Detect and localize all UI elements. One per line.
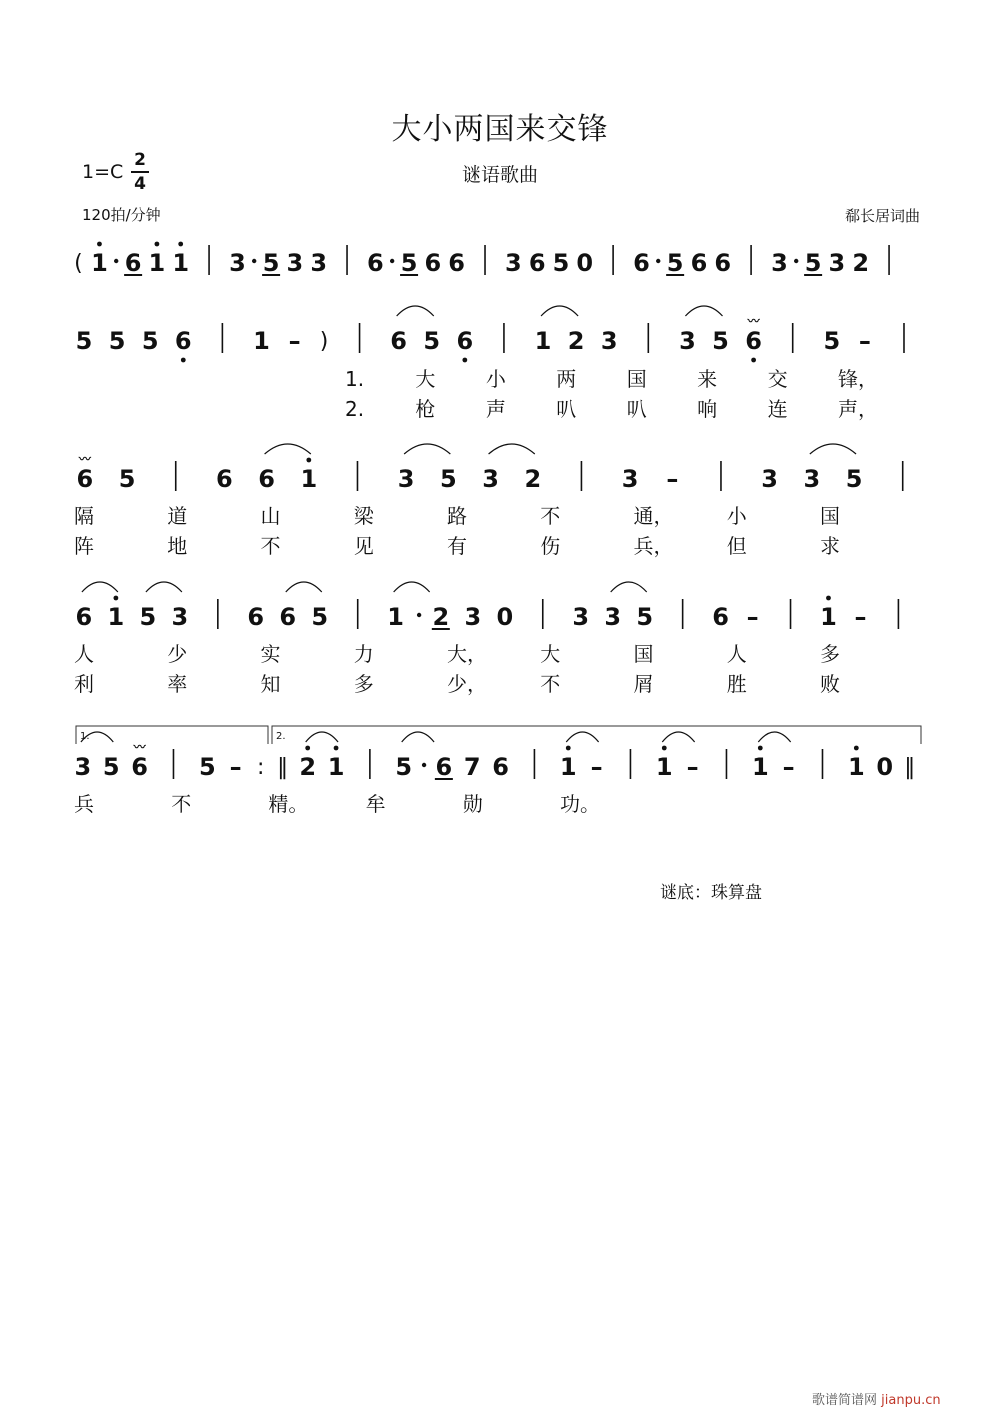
lyric-char: 小 — [726, 504, 747, 528]
slur-arc — [146, 582, 182, 592]
note-6: 6 — [279, 603, 297, 631]
note-–: – — [229, 753, 242, 781]
note-6: 6 — [456, 327, 474, 355]
note-2: 2 — [299, 753, 317, 781]
lyric-char: 勋 — [462, 792, 483, 816]
lyric-char: 枪 — [415, 397, 436, 421]
ornament-mark: 〰 — [78, 452, 91, 466]
note-1: 1 — [820, 603, 837, 631]
note-3: 3 — [171, 603, 189, 631]
octave-high-dot — [566, 746, 571, 751]
lyric-char: 来 — [697, 367, 718, 391]
note-0: 0 — [576, 249, 594, 277]
note-3: 3 — [604, 603, 622, 631]
lyric-char: 功。 — [560, 792, 600, 816]
score-symbol: ‖ — [904, 755, 916, 780]
lyric-char: 连 — [767, 397, 788, 421]
score-symbol: ( — [74, 251, 83, 276]
slur-arc — [265, 444, 311, 454]
note-5: 5 — [423, 327, 441, 355]
slur-arc — [402, 732, 434, 742]
note-3: 3 — [74, 753, 92, 781]
note-–: – — [782, 753, 795, 781]
note-6: 6 — [492, 753, 509, 781]
octave-high-dot — [758, 746, 763, 751]
lyric-char: 交 — [767, 367, 788, 391]
octave-high-dot — [334, 746, 339, 751]
lyric-char: 声， — [838, 397, 878, 421]
riddle-answer: 谜底：珠算盘 — [660, 883, 762, 903]
note-6: 6 — [247, 603, 265, 631]
lyric-char: 屑 — [633, 672, 654, 696]
note-5: 5 — [400, 249, 418, 277]
note-5: 5 — [139, 603, 157, 631]
slur-arc — [404, 444, 450, 454]
augmentation-dot — [252, 259, 256, 263]
note-1: 1 — [107, 603, 125, 631]
volta-label-2: 2. — [276, 731, 286, 742]
note-3: 3 — [464, 603, 482, 631]
note-1: 1 — [300, 465, 318, 493]
note-–: – — [666, 465, 679, 493]
slur-arc — [306, 732, 338, 742]
octave-high-dot — [178, 242, 183, 247]
note-3: 3 — [397, 465, 415, 493]
octave-low-dot — [181, 358, 186, 363]
octave-high-dot — [662, 746, 667, 751]
lyric-char: 国 — [633, 642, 654, 666]
lyric-char: 多 — [353, 672, 374, 696]
lyric-char: 大 — [540, 642, 561, 666]
note-6: 6 — [448, 249, 466, 277]
note-3: 3 — [621, 465, 639, 493]
note-5: 5 — [439, 465, 457, 493]
note-2: 2 — [432, 603, 450, 631]
key-signature: 1=C — [82, 161, 124, 183]
note-5: 5 — [395, 753, 413, 781]
lyric-char: 力 — [353, 642, 374, 666]
watermark-site-name: 歌谱简谱网 — [812, 1393, 878, 1408]
lyric-char: 少， — [447, 672, 487, 696]
lyric-char: 阵 — [74, 534, 94, 558]
slur-arc — [685, 306, 722, 316]
tempo-marking: 120拍/分钟 — [82, 206, 161, 224]
lyric-char: 隔 — [74, 504, 94, 528]
lyric-char: 梁 — [353, 504, 374, 528]
lyric-char: 伤 — [540, 534, 561, 558]
lyric-char: 知 — [260, 672, 281, 696]
note-6: 6 — [528, 249, 546, 277]
lyric-char: 2. — [345, 397, 365, 421]
lyric-char: 胜 — [726, 672, 747, 696]
note-–: – — [854, 603, 867, 631]
lyric-char: 有 — [447, 534, 467, 558]
lyric-char: 精。 — [268, 792, 309, 816]
octave-high-dot — [854, 746, 859, 751]
note-–: – — [686, 753, 699, 781]
note-5: 5 — [102, 753, 120, 781]
score-symbol: : — [257, 755, 265, 780]
lyric-char: 通， — [633, 504, 674, 528]
site-watermark — [812, 1389, 941, 1408]
score-symbol: ) — [319, 329, 329, 354]
slur-arc — [286, 582, 322, 592]
lyric-char: 路 — [447, 504, 467, 528]
note-6: 6 — [690, 249, 708, 277]
slur-arc — [611, 582, 647, 592]
note-0: 0 — [496, 603, 514, 631]
note-–: – — [858, 327, 871, 355]
octave-high-dot — [306, 458, 311, 463]
octave-low-dot — [751, 358, 756, 363]
note-5: 5 — [666, 249, 684, 277]
note-6: 6 — [424, 249, 442, 277]
lyric-char: 大 — [415, 367, 436, 391]
lyric-char: 人 — [726, 642, 747, 666]
note-1: 1 — [559, 753, 577, 781]
lyric-char: 见 — [353, 534, 374, 558]
lyric-char: 兵 — [74, 792, 94, 816]
slur-arc — [82, 582, 118, 592]
lyric-char: 山 — [260, 504, 281, 528]
note-6: 6 — [712, 603, 729, 631]
note-1: 1 — [91, 249, 108, 277]
lyric-char: 声 — [485, 397, 506, 421]
note-–: – — [746, 603, 759, 631]
lyric-char: 率 — [167, 672, 188, 696]
octave-high-dot — [826, 596, 831, 601]
note-5: 5 — [108, 327, 126, 355]
lyric-char: 国 — [820, 504, 840, 528]
note-5: 5 — [198, 753, 216, 781]
ornament-mark: 〰 — [133, 740, 146, 754]
slur-arc — [541, 306, 578, 316]
note-6: 6 — [216, 465, 233, 493]
note-6: 6 — [390, 327, 408, 355]
note-3: 3 — [286, 249, 304, 277]
note-1: 1 — [253, 327, 270, 355]
note-6: 6 — [174, 327, 192, 355]
volta-bracket-1 — [76, 726, 268, 744]
note-5: 5 — [118, 465, 136, 493]
augmentation-dot — [390, 259, 394, 263]
note-6: 6 — [633, 249, 650, 277]
augmentation-dot — [656, 259, 660, 263]
lyric-char: 不 — [540, 504, 561, 528]
meter-numerator: 2 — [134, 150, 146, 170]
note-1: 1 — [534, 327, 552, 355]
note-6: 6 — [714, 249, 732, 277]
lyric-char: 求 — [820, 534, 840, 558]
note-6: 6 — [367, 249, 384, 277]
lyric-char: 实 — [260, 642, 281, 666]
note-2: 2 — [852, 249, 870, 277]
composer-credit: 郗长居词曲 — [844, 207, 920, 225]
lyric-char: 少 — [167, 642, 188, 666]
note-0: 0 — [876, 753, 894, 781]
note-6: 6 — [435, 753, 453, 781]
lyric-char: 国 — [626, 367, 647, 391]
note-5: 5 — [804, 249, 822, 277]
lyric-char: 1. — [345, 367, 365, 391]
watermark-domain: jianpu.cn — [881, 1393, 941, 1408]
slur-arc — [489, 444, 535, 454]
note-6: 6 — [124, 249, 142, 277]
note-5: 5 — [311, 603, 329, 631]
lyric-char: 两 — [556, 367, 577, 391]
lyric-char: 大， — [447, 642, 487, 666]
note-–: – — [288, 327, 301, 355]
note-5: 5 — [262, 249, 280, 277]
lyric-char: 人 — [74, 642, 94, 666]
note-6: 6 — [75, 603, 93, 631]
augmentation-dot — [794, 259, 798, 263]
lyric-char: 叭 — [556, 397, 577, 421]
note-5: 5 — [75, 327, 93, 355]
slur-arc — [566, 732, 598, 742]
volta-bracket-2 — [272, 726, 921, 744]
lyric-char: 牟 — [365, 792, 386, 816]
note-1: 1 — [387, 603, 405, 631]
augmentation-dot — [114, 259, 118, 263]
lyric-char: 多 — [820, 642, 840, 666]
volta-label-1: 1. — [80, 731, 90, 742]
note-3: 3 — [803, 465, 821, 493]
octave-high-dot — [305, 746, 310, 751]
note-–: – — [590, 753, 603, 781]
octave-low-dot — [462, 358, 467, 363]
lyric-char: 叭 — [626, 397, 647, 421]
octave-high-dot — [155, 242, 160, 247]
lyric-char: 不 — [540, 672, 561, 696]
note-5: 5 — [712, 327, 729, 355]
augmentation-dot — [422, 763, 426, 767]
note-2: 2 — [524, 465, 542, 493]
note-2: 2 — [567, 327, 585, 355]
lyric-char: 小 — [485, 367, 506, 391]
note-6: 6 — [131, 753, 149, 781]
slur-arc — [810, 444, 856, 454]
slur-arc — [394, 582, 430, 592]
slur-arc — [397, 306, 434, 316]
note-6: 6 — [76, 465, 94, 493]
note-6: 6 — [745, 327, 762, 355]
song-subtitle: 谜语歌曲 — [461, 164, 538, 186]
note-5: 5 — [141, 327, 159, 355]
augmentation-dot — [417, 613, 421, 617]
note-7: 7 — [463, 753, 481, 781]
lyric-char: 不 — [260, 534, 281, 558]
lyric-char: 兵， — [633, 534, 674, 558]
note-3: 3 — [600, 327, 618, 355]
meter-denominator: 4 — [134, 174, 146, 194]
slur-arc — [662, 732, 694, 742]
note-3: 3 — [229, 249, 246, 277]
octave-high-dot — [97, 242, 102, 247]
lyric-char: 响 — [697, 397, 718, 421]
slur-arc — [758, 732, 790, 742]
note-6: 6 — [258, 465, 275, 493]
lyric-char: 不 — [171, 792, 192, 816]
note-3: 3 — [482, 465, 499, 493]
lyric-char: 利 — [74, 672, 94, 696]
note-3: 3 — [771, 249, 788, 277]
note-1: 1 — [327, 753, 345, 781]
note-3: 3 — [679, 327, 696, 355]
note-1: 1 — [172, 249, 190, 277]
note-3: 3 — [505, 249, 522, 277]
note-3: 3 — [828, 249, 846, 277]
note-1: 1 — [655, 753, 673, 781]
note-5: 5 — [823, 327, 841, 355]
score-symbol: ‖ — [277, 755, 289, 780]
note-1: 1 — [847, 753, 865, 781]
lyric-char: 败 — [820, 672, 840, 696]
note-5: 5 — [845, 465, 863, 493]
song-title: 大小两国来交锋 — [391, 112, 609, 147]
note-5: 5 — [636, 603, 654, 631]
lyric-char: 地 — [167, 534, 188, 558]
note-1: 1 — [148, 249, 166, 277]
note-3: 3 — [761, 465, 778, 493]
note-3: 3 — [572, 603, 590, 631]
note-3: 3 — [310, 249, 328, 277]
lyric-char: 锋， — [838, 367, 878, 391]
lyric-char: 道 — [167, 504, 188, 528]
note-5: 5 — [552, 249, 570, 277]
note-1: 1 — [751, 753, 769, 781]
octave-high-dot — [113, 596, 118, 601]
lyric-char: 但 — [726, 534, 747, 558]
ornament-mark: 〰 — [747, 314, 760, 328]
